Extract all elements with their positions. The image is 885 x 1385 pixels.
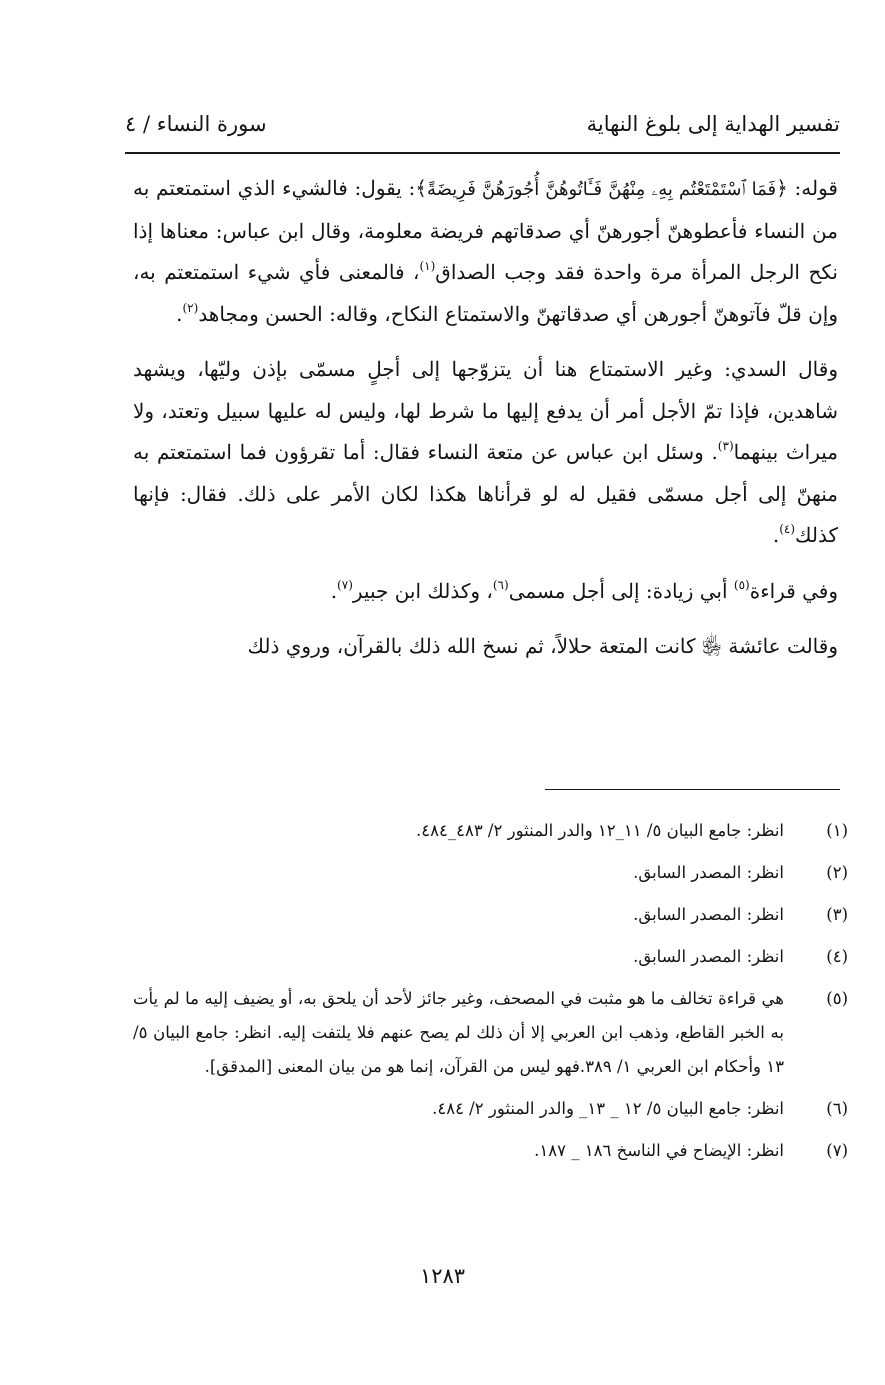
footnote-item [133,982,848,1084]
footnote-ref-2[interactable]: (٢) [182,300,199,315]
footnote-number: (٤) [826,947,848,966]
paragraph-2-text-a: وقال السدي: وغير الاستمتاع هنا أن يتزوّجها إلى أجلٍ مسمّى بإذن وليّها، ويشهد شاهدين، فإذا تمّ الأجل أمر أن يدفع إليها ما شرط لها، وليس له عليها سبيل وتعتد، ولا ميراث بينهما [133,357,838,464]
quran-verse: فَمَا ٱسْتَمْتَعْتُم بِهِۦ مِنْهُنَّ فَـَٔاتُوهُنَّ أُجُورَهُنَّ فَرِيضَةً [427,179,777,200]
footnote-number: (١) [826,821,848,840]
footnote-text: انظر: جامع البيان ٥/ ١١_١٢ والدر المنثور ٢/ ٤٨٣_٤٨٤. [416,821,784,840]
footnote-text: هي قراءة تخالف ما هو مثبت في المصحف، وغير جائز لأحد أن يلحق به، أو يضيف إليه ما لم يأت به الخبر القاطع، وذهب ابن العربي إلا أن ذلك لم يصح عنهم فلا يلتفت إليه. انظر: جامع البيان ٥/ ١٣ وأحكام ابن العربي ١/ ٣٨٩.فهو ليس من القرآن، إنما هو من بيان المعنى [المدقق]. [133,989,784,1076]
honorific-glyph: ﵂ [701,634,723,658]
paragraph-2-text-c: . [772,523,780,547]
footnote-item [133,856,848,890]
footnote-number: (٥) [826,989,848,1008]
paragraph-4 [133,626,838,668]
paragraph-3-text-a: وفي قراءة [749,578,838,603]
paragraph-3-text-c: ، وكذلك ابن جبير [352,578,493,603]
footnote-item [133,814,848,848]
footnote-text: انظر: المصدر السابق. [633,905,784,924]
paragraph-1-text-c: . [176,301,183,326]
footnote-text: انظر: المصدر السابق. [633,863,784,882]
quran-brace-open: ﴿ [776,176,788,200]
footnote-ref-7[interactable]: (٧) [337,577,353,592]
footnote-number: (٧) [826,1141,848,1160]
paragraph-1-text-b: ، فالمعنى فأي شيء استمتعتم به، وإن قلّ فآتوهنّ أجورهن أي صدقاتهنّ والاستمتاع النكاح، وقاله: الحسن ومجاهد [133,260,838,326]
footnote-ref-1[interactable]: (١) [419,259,436,273]
footnotes-list [133,814,848,1176]
footnote-number: (٢) [826,863,848,882]
book-title: تفسير الهداية إلى بلوغ النهاية [586,112,840,136]
footnote-ref-4[interactable]: (٤) [779,522,796,536]
paragraph-1-text-a: : يقول: فالشيء الذي استمتعتم به من النساء فأعطوهنّ أجورهنّ أي صدقاتهم فريضة معلومة، وقال ابن عباس: معناها إذا نكح الرجل المرأة مرة واحدة فقد وجب الصداق [133,176,839,284]
paragraph-4-text-b: كانت المتعة حلالاً، ثم نسخ الله ذلك بالقرآن، وروي ذلك [247,634,702,658]
paragraph-3 [133,571,838,613]
footnote-text: انظر: المصدر السابق. [633,947,784,966]
surah-label: سورة النساء / ٤ [125,112,267,136]
paragraph-1 [133,168,838,335]
footnote-text: انظر: جامع البيان ٥/ ١٢ _ ١٣_ والدر المنثور ٢/ ٤٨٤. [432,1099,784,1118]
page-number: ١٢٨٣ [419,1264,466,1288]
paragraph-3-text-d: . [330,578,338,603]
footnote-ref-3[interactable]: (٣) [717,439,734,453]
footnote-item [133,1092,848,1126]
footnote-divider [545,789,840,790]
footnote-item [133,898,848,932]
footnote-item [133,940,848,974]
footnote-ref-6[interactable]: (٦) [492,577,509,592]
footnote-ref-5[interactable]: (٥) [733,577,750,592]
footnote-item [133,1134,848,1168]
header-divider [125,152,840,154]
paragraph-1-intro: قوله: [787,176,838,200]
footnote-number: (٦) [826,1099,848,1118]
running-header [125,112,840,148]
footnote-text: انظر: الإيضاح في الناسخ ١٨٦ _ ١٨٧. [534,1141,784,1160]
quran-brace-close: ﴾ [415,176,428,200]
footnote-number: (٣) [826,905,848,924]
paragraph-2 [133,349,838,557]
paragraph-2-text-b: . وسئل ابن عباس عن متعة النساء فقال: أما تقرؤون فما استمتعتم به منهنّ إلى أجل مسمّى فقيل له لو قرأناها هكذا لكان الأمر على ذلك. فقال: فإنها كذلك [133,440,838,547]
paragraph-3-text-b: أبي زيادة: إلى أجل مسمى [508,578,734,603]
paragraph-4-text-a: وقالت عائشة [722,634,838,658]
main-text [133,168,838,682]
